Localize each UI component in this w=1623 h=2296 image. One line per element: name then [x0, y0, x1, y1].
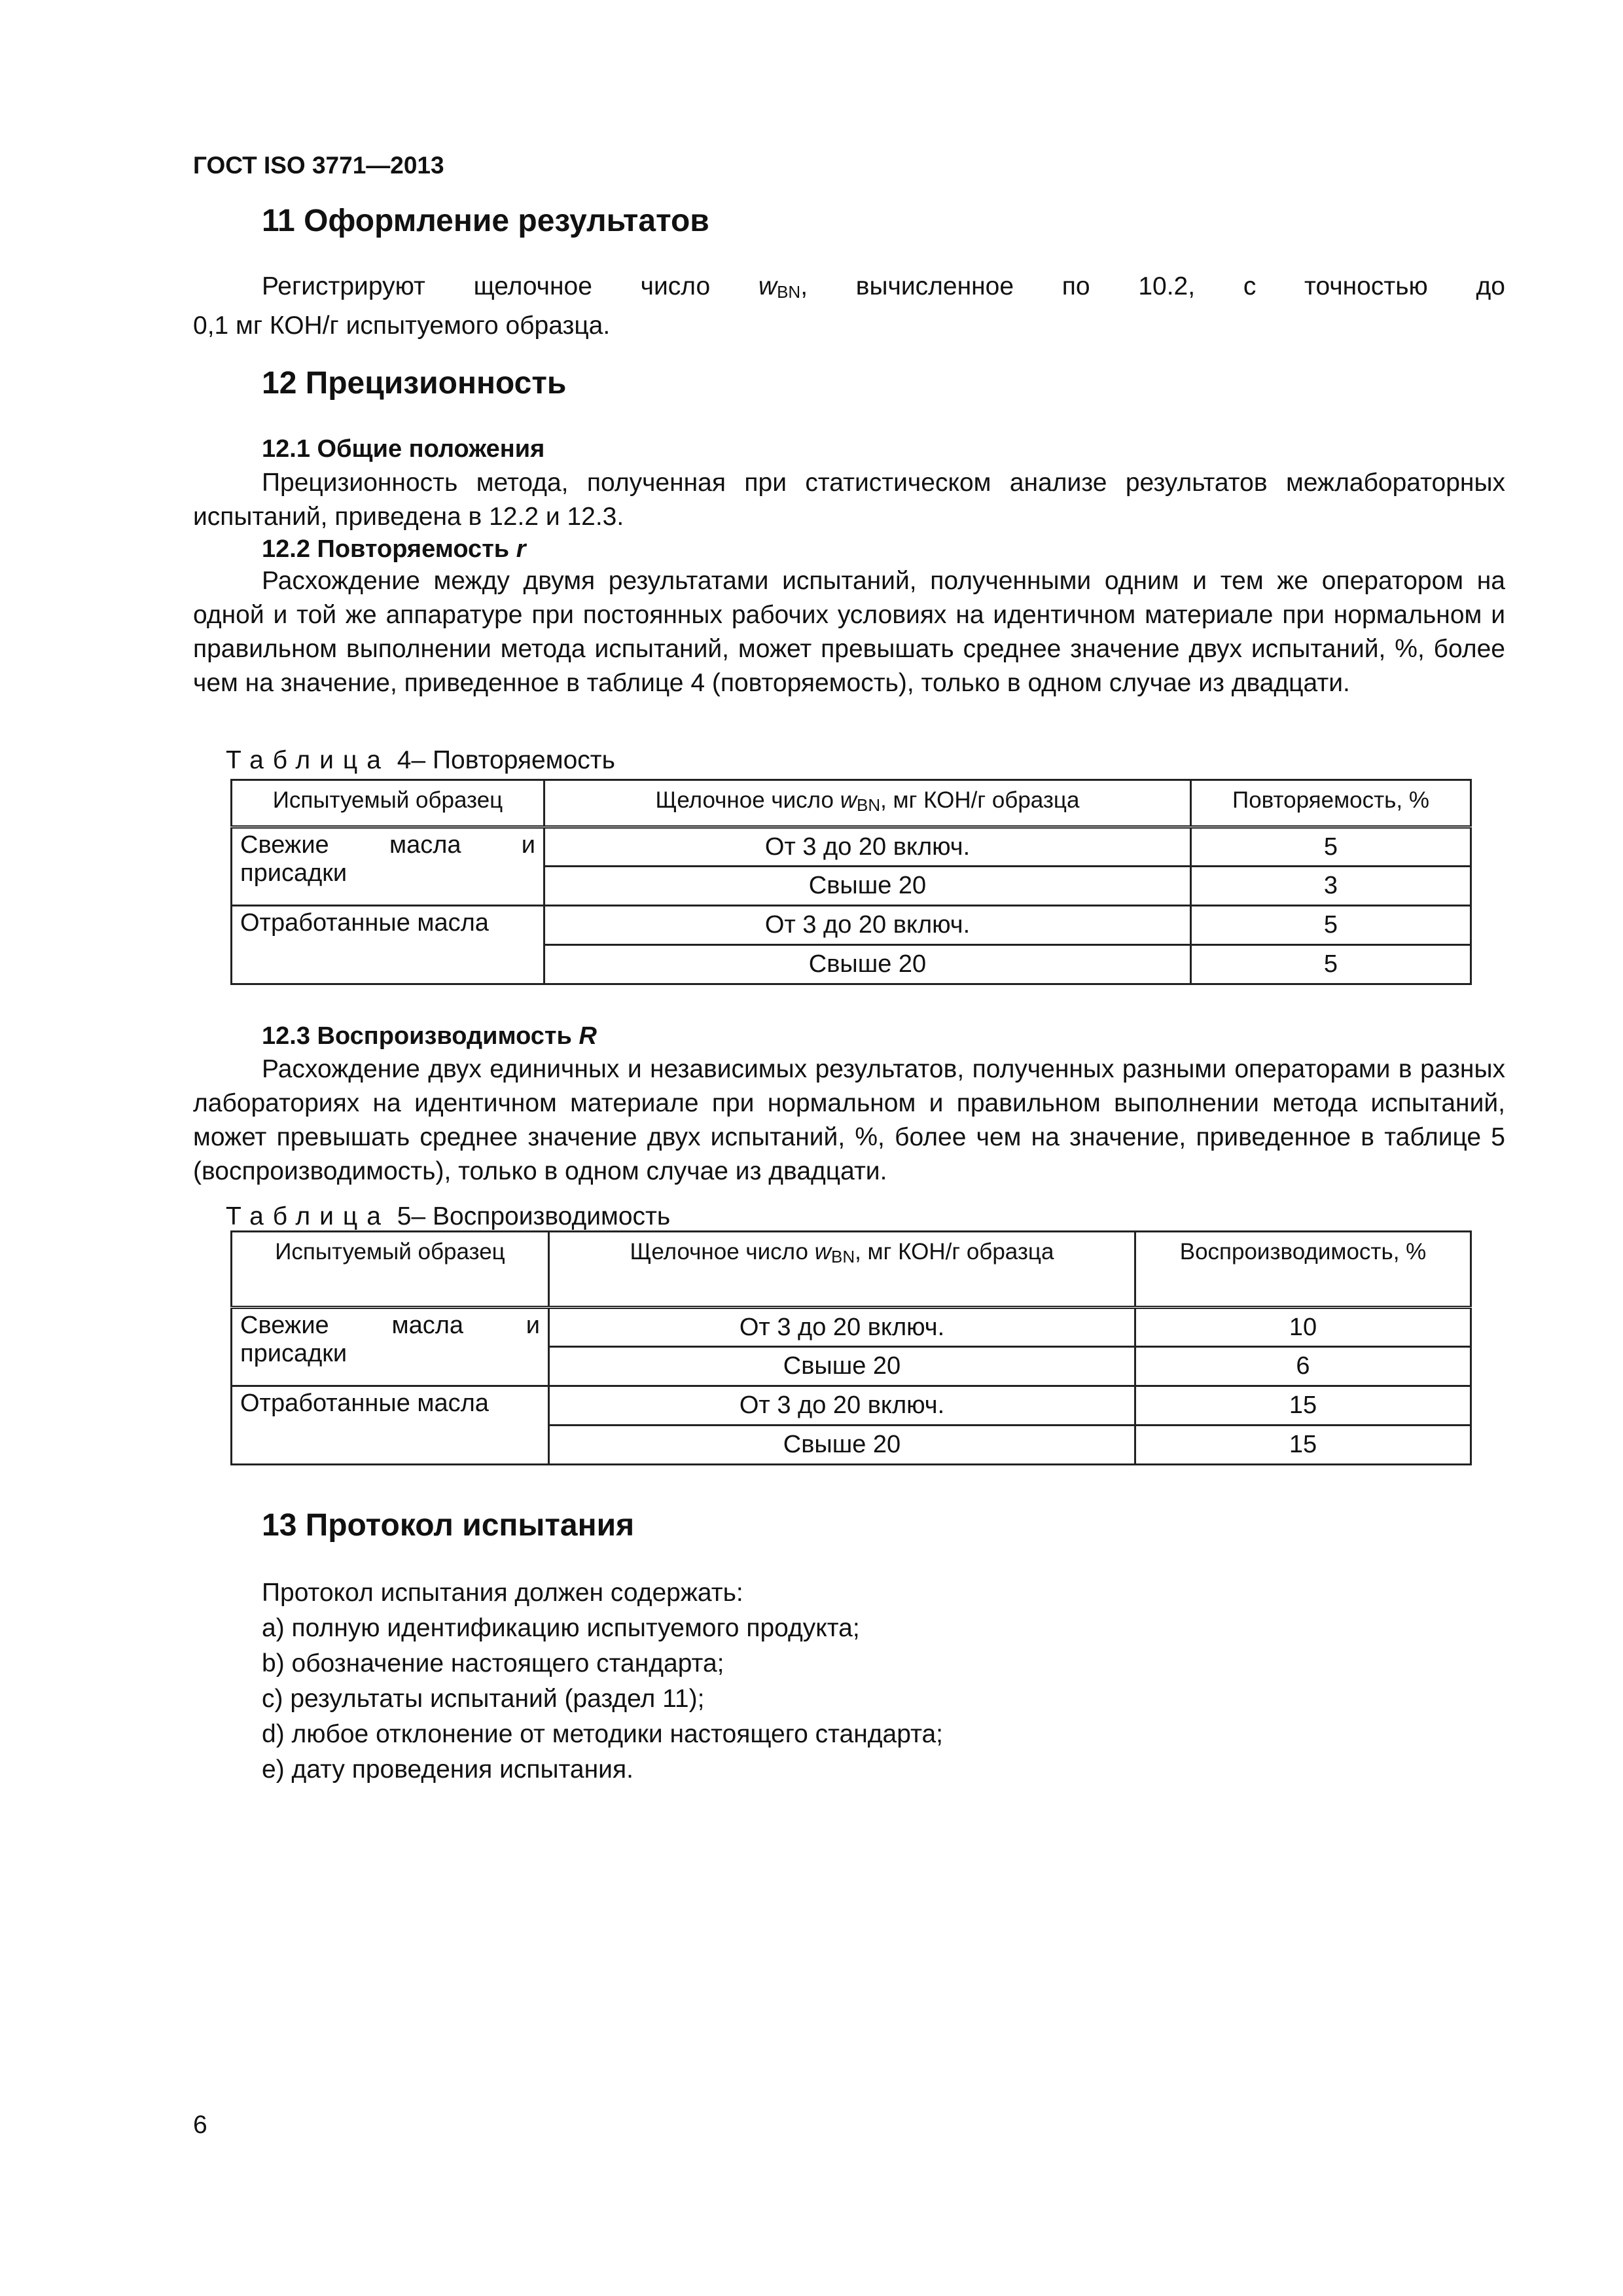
header-text: Щелочное число: [630, 1239, 808, 1265]
list-item: b) обозначение настоящего стандарта;: [262, 1649, 724, 1677]
text-fragment: Регистрируют щелочное число: [262, 272, 711, 300]
subsection-12-1-text: Прецизионность метода, полученная при статистическом анализе результатов межлабораторных испытаний, приведена в 12.2 и 12.3.: [193, 469, 1505, 531]
subsection-12-3-text: Расхождение двух единичных и независимых результатов, полученных разными операторами в разных лабораториях на идентичном материале при нормальном и правильном выполнении метода испытаний, может превышать среднее значение двух испытаний, %, более чем на значение, приведенное в таблице 5 (воспроизводимость), только в одном случае из двадцати.: [193, 1055, 1505, 1185]
range-cell: Свыше 20: [549, 1426, 1135, 1465]
range-cell: От 3 до 20 включ.: [549, 1308, 1135, 1347]
header-value: Повторяемость, %: [1191, 780, 1471, 827]
table-4: [230, 779, 1472, 985]
document-id: ГОСТ ISO 3771—2013: [193, 152, 444, 179]
subsection-12-2-text: Расхождение между двумя результатами испытаний, полученными одним и тем же оператором на одной и той же аппаратуре при постоянных рабочих условиях на идентичном материале при нормальном и правильном выполнении метода испытаний, может превышать среднее значение двух испытаний, %, более чем на значение, приведенное в таблице 4 (повторяемость), только в одном случае из двадцати.: [193, 567, 1505, 697]
header-sample: Испытуемый образец: [232, 780, 544, 827]
variable-w: w: [758, 272, 777, 300]
value-cell: 6: [1135, 1347, 1471, 1386]
text-fragment: 0,1 мг КОН/г испытуемого образца.: [193, 312, 611, 340]
header-text: , мг КОН/г образца: [880, 787, 1080, 813]
caption-title: – Повторяемость: [411, 746, 615, 774]
variable-R: R: [579, 1022, 597, 1050]
range-cell: Свыше 20: [544, 945, 1191, 984]
list-item: a) полную идентификацию испытуемого продукта;: [262, 1614, 860, 1642]
group-fresh-oils: Свежие масла и присадки: [232, 827, 544, 906]
header-base-number: [544, 780, 1191, 827]
table-row: [232, 827, 1471, 867]
value-cell: 5: [1191, 827, 1471, 867]
caption-number: 5: [397, 1202, 412, 1230]
section-11-paragraph: [193, 270, 1505, 343]
value-cell: 15: [1135, 1426, 1471, 1465]
list-intro: Протокол испытания должен содержать:: [262, 1579, 743, 1607]
page-number: 6: [193, 2111, 207, 2139]
text-fragment: , вычисленное по 10.2, с точностью до: [800, 272, 1505, 300]
value-cell: 5: [1191, 906, 1471, 945]
table-5: [230, 1230, 1472, 1465]
range-cell: От 3 до 20 включ.: [549, 1386, 1135, 1426]
heading-text: 12.3 Воспроизводимость: [262, 1022, 572, 1050]
range-cell: Свыше 20: [549, 1347, 1135, 1386]
subsection-12-2-title: [262, 535, 526, 564]
section-12-title: 12 Прецизионность: [262, 366, 567, 401]
subscript-bn: BN: [777, 282, 801, 302]
range-cell: От 3 до 20 включ.: [544, 906, 1191, 945]
header-sample: Испытуемый образец: [232, 1232, 549, 1308]
table-5-caption: [226, 1202, 670, 1231]
caption-label: Таблица: [226, 1202, 390, 1230]
heading-text: 12.2 Повторяемость: [262, 535, 510, 563]
header-base-number: [549, 1232, 1135, 1308]
value-cell: 15: [1135, 1386, 1471, 1426]
table-row: [232, 906, 1471, 945]
list-item: e) дату проведения испытания.: [262, 1755, 633, 1784]
variable-w: w: [814, 1239, 831, 1265]
section-13-list: [262, 1575, 943, 1787]
caption-number: 4: [397, 746, 412, 774]
section-13-title: 13 Протокол испытания: [262, 1508, 635, 1543]
subscript-bn: BN: [830, 1247, 855, 1266]
group-used-oils: Отработанные масла: [232, 906, 544, 984]
value-cell: 5: [1191, 945, 1471, 984]
table-row: [232, 1386, 1471, 1426]
range-cell: Свыше 20: [544, 867, 1191, 906]
group-used-oils: Отработанные масла: [232, 1386, 549, 1465]
range-cell: От 3 до 20 включ.: [544, 827, 1191, 867]
header-text: Щелочное число: [655, 787, 834, 813]
table-header-row: [232, 1232, 1471, 1308]
subscript-bn: BN: [856, 795, 881, 815]
list-item: d) любое отклонение от методики настоящего стандарта;: [262, 1720, 944, 1748]
value-cell: 3: [1191, 867, 1471, 906]
caption-label: Таблица: [226, 746, 390, 774]
table-4-caption: [226, 746, 615, 775]
caption-title: – Воспроизводимость: [411, 1202, 671, 1230]
header-value: Воспроизводимость, %: [1135, 1232, 1471, 1308]
section-11-title: 11 Оформление результатов: [262, 204, 709, 238]
subsection-12-1-title: 12.1 Общие положения: [262, 435, 545, 463]
variable-r: r: [516, 535, 526, 563]
header-text: , мг КОН/г образца: [855, 1239, 1054, 1265]
value-cell: 10: [1135, 1308, 1471, 1347]
table-row: [232, 1308, 1471, 1347]
list-item: c) результаты испытаний (раздел 11);: [262, 1685, 705, 1713]
subsection-12-3-title: [262, 1022, 597, 1050]
variable-w: w: [840, 787, 857, 813]
table-header-row: [232, 780, 1471, 827]
group-fresh-oils: Свежие масла и присадки: [232, 1308, 549, 1386]
